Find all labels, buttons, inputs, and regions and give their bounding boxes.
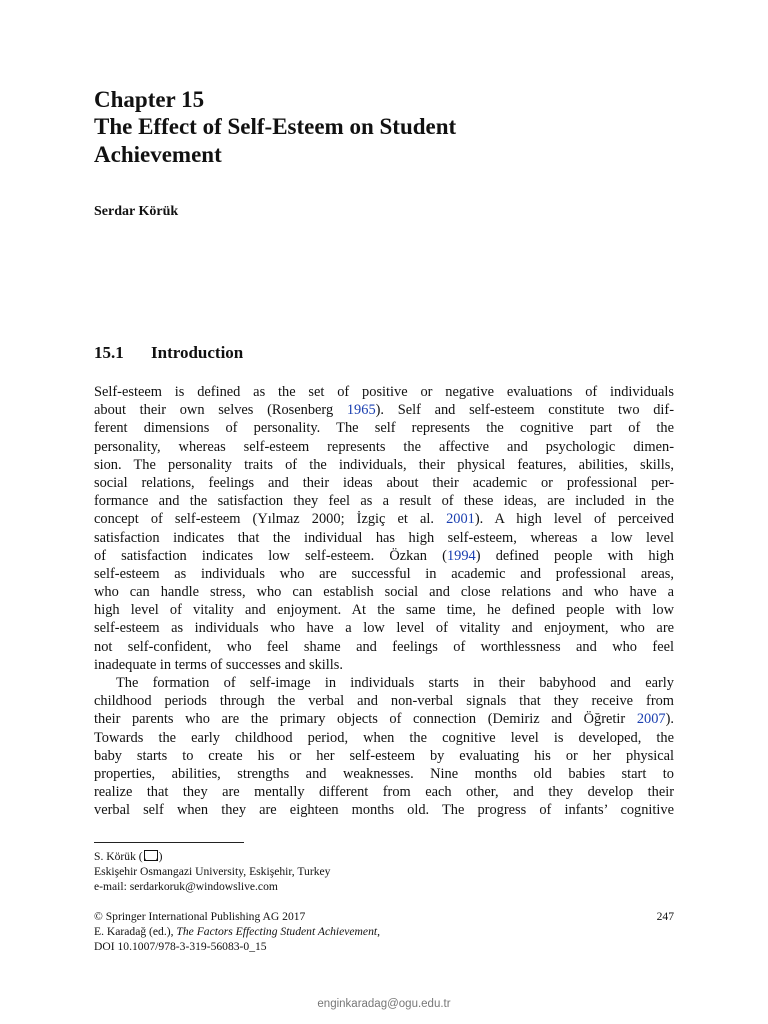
footnote-author-close: ) [158, 850, 163, 863]
author-name: Serdar Körük [94, 204, 179, 219]
text-line: concept of self-esteem (Yılmaz 2000; İzgiç et al. 2001). A high level of perceived [94, 511, 674, 528]
text-line: not self-confident, who feel shame and feelings of worthlessness and who feel [94, 638, 674, 655]
text-line: satisfaction indicates that the individual has high self-esteem, whereas a low level [94, 529, 674, 546]
section-heading [94, 342, 243, 364]
chapter-title [94, 113, 714, 169]
text-line: about their own selves (Rosenberg 1965). Self and self-esteem constitute two dif- [94, 402, 674, 419]
body-text [94, 383, 674, 820]
citation-link[interactable]: 2007 [636, 711, 666, 728]
footnote-affiliation: Eskişehir Osmangazi University, Eskişehir, Turkey [94, 865, 331, 878]
citation-link[interactable]: 1994 [446, 547, 476, 564]
envelope-icon [144, 850, 158, 861]
copyright-line: © Springer International Publishing AG 2017 [94, 910, 306, 923]
footnote-author [94, 849, 594, 864]
chapter-title-line: The Effect of Self-Esteem on Student [94, 114, 457, 139]
text-line: realize that they are mentally different from each other, and they develop their [94, 784, 674, 801]
footnote [94, 849, 594, 894]
page-number: 247 [656, 910, 674, 923]
editor-suffix: , [377, 925, 381, 938]
footnote-email[interactable]: e-mail: serdarkoruk@windowslive.com [94, 880, 278, 893]
text-line: baby starts to create his or her self-esteem by evaluating his or her physical [94, 747, 674, 764]
editor-prefix: E. Karadağ (ed.), [94, 925, 177, 938]
text-line: childhood periods through the verbal and non-verbal signals that they receive from [94, 693, 674, 710]
text-line: formance and the satisfaction they feel as a result of these ideas, are included in the [94, 493, 674, 510]
citation-link[interactable]: 2001 [446, 511, 475, 528]
citation-link[interactable]: 1965 [346, 402, 376, 419]
text-line: of satisfaction indicates low self-esteem. Özkan (1994) defined people with high [94, 547, 674, 564]
text-line: social relations, feelings and their ideas about their academic or professional per- [94, 474, 674, 491]
doi-line[interactable]: DOI 10.1007/978-3-319-56083-0_15 [94, 940, 267, 953]
section-title: Introduction [151, 343, 244, 362]
paragraph [94, 383, 674, 674]
text-line: verbal self when they are eighteen months old. The progress of infants’ cognitive [94, 802, 674, 819]
text-line: The formation of self-image in individuals starts in their babyhood and early [116, 675, 674, 691]
text-line: Towards the early childhood period, when the cognitive level is developed, the [94, 729, 674, 746]
book-title: The Factors Effecting Student Achievement [176, 925, 378, 938]
text-line: high level of vitality and enjoyment. At the same time, he defined people with low [94, 602, 674, 619]
text-line: who can handle stress, who can establish social and close relations and who have a [94, 584, 674, 601]
text-line: Self-esteem is defined as the set of positive or negative evaluations of individuals [94, 384, 674, 400]
text-line: personality, whereas self-esteem represents the affective and psychologic dimen- [94, 438, 674, 455]
chapter-title-line: Achievement [94, 142, 222, 167]
paragraph [94, 674, 674, 820]
footnote-author-name: S. Körük ( [94, 850, 143, 863]
publication-info [94, 909, 674, 954]
text-line: ferent dimensions of personality. The self represents the cognitive part of the [94, 420, 674, 437]
text-line: inadequate in terms of successes and skills. [94, 656, 343, 673]
section-number: 15.1 [94, 343, 124, 362]
text-line: self-esteem as individuals who have a low level of vitality and enjoyment, who are [94, 620, 674, 637]
text-line: properties, abilities, strengths and weaknesses. Nine months old babies start to [94, 765, 674, 782]
footnote-divider [94, 842, 244, 843]
chapter-label: Chapter 15 [94, 87, 205, 112]
text-line: sion. The personality traits of the individuals, their physical features, abilities, skills, [94, 456, 674, 473]
text-line: self-esteem as individuals who are successful in academic and professional areas, [94, 565, 674, 582]
text-line: their parents who are the primary objects of connection (Demiriz and Öğretir 2007). [94, 711, 674, 728]
editor-line [94, 924, 674, 939]
watermark-email: enginkaradag@ogu.edu.tr [317, 998, 451, 1010]
